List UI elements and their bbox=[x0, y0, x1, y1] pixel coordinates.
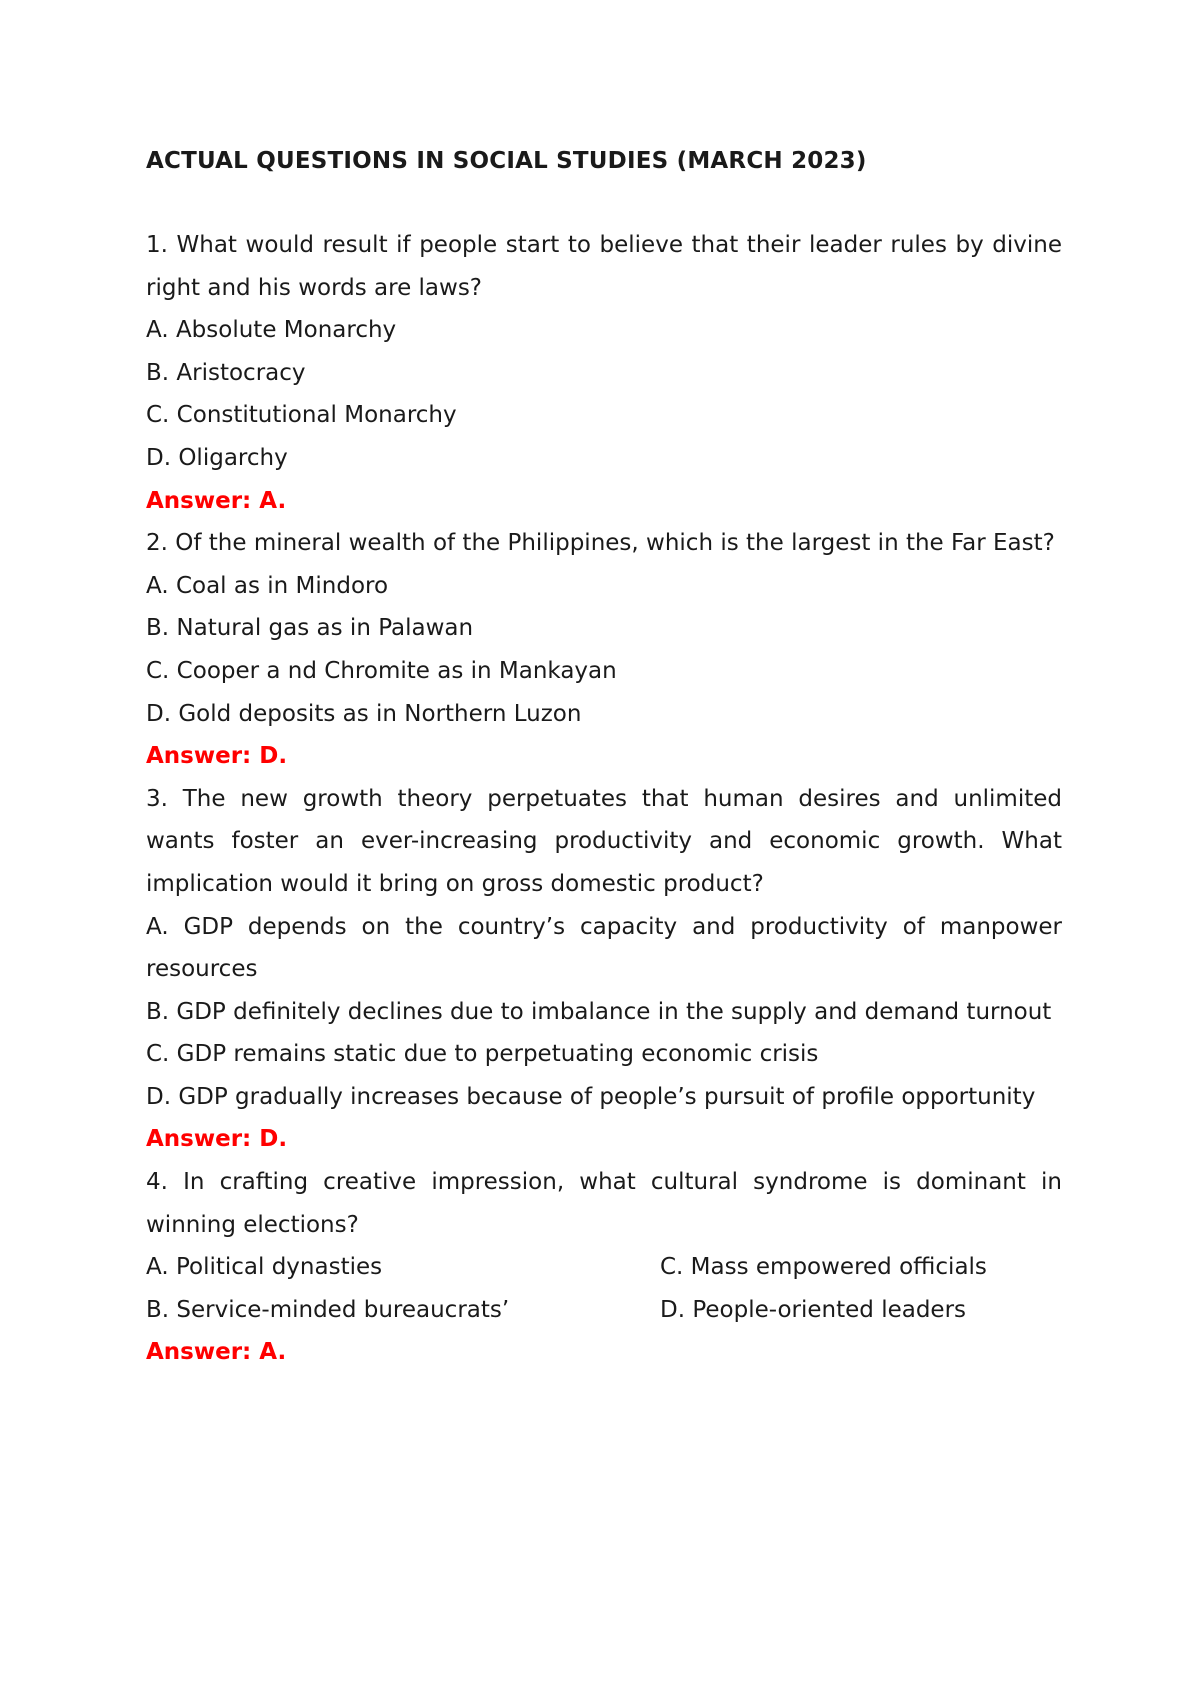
option-b: B. Service-minded bureaucrats’ bbox=[146, 1296, 510, 1323]
options-row-1 bbox=[146, 1246, 1062, 1289]
option-a: A. Absolute Monarchy bbox=[146, 317, 397, 344]
question-3 bbox=[146, 778, 1062, 1161]
option-a: A. Political dynasties bbox=[146, 1254, 383, 1281]
question-text: 1. What would result if people start to believe that their leader rules by divine right and his words are laws? bbox=[146, 232, 1062, 301]
option-c: C. GDP remains static due to perpetuating economic crisis bbox=[146, 1041, 819, 1068]
question-text: 3. The new growth theory perpetuates that human desires and unlimited wants foster an ever-increasing productivity and economic growth. What implication would it bring on gross domestic product? bbox=[146, 785, 1062, 897]
option-d: D. People-oriented leaders bbox=[660, 1296, 967, 1323]
option-b: B. Aristocracy bbox=[146, 359, 306, 386]
question-1 bbox=[146, 224, 1062, 522]
answer-label: Answer: A. bbox=[146, 1339, 287, 1366]
option-d: D. Gold deposits as in Northern Luzon bbox=[146, 700, 582, 727]
option-d: D. GDP gradually increases because of people’s pursuit of profile opportunity bbox=[146, 1083, 1036, 1110]
option-c: C. Constitutional Monarchy bbox=[146, 402, 457, 429]
question-list bbox=[146, 224, 1062, 1374]
question-4 bbox=[146, 1161, 1062, 1374]
option-a: A. Coal as in Mindoro bbox=[146, 572, 389, 599]
answer-label: Answer: D. bbox=[146, 743, 288, 770]
document-title: ACTUAL QUESTIONS IN SOCIAL STUDIES (MARCH 2023) bbox=[146, 148, 867, 174]
question-text: 4. In crafting creative impression, what cultural syndrome is dominant in winning elections? bbox=[146, 1169, 1062, 1238]
option-b: B. GDP definitely declines due to imbalance in the supply and demand turnout bbox=[146, 998, 1052, 1025]
answer-label: Answer: A. bbox=[146, 487, 287, 514]
option-c: C. Cooper a nd Chromite as in Mankayan bbox=[146, 657, 617, 684]
options-row-2 bbox=[146, 1289, 1062, 1332]
option-c: C. Mass empowered officials bbox=[660, 1254, 987, 1281]
option-b: B. Natural gas as in Palawan bbox=[146, 615, 474, 642]
answer-label: Answer: D. bbox=[146, 1126, 288, 1153]
question-text: 2. Of the mineral wealth of the Philippines, which is the largest in the Far East? bbox=[146, 530, 1055, 557]
option-d: D. Oligarchy bbox=[146, 444, 288, 471]
question-2 bbox=[146, 522, 1062, 778]
option-a: A. GDP depends on the country’s capacity and productivity of manpower resources bbox=[146, 913, 1062, 983]
